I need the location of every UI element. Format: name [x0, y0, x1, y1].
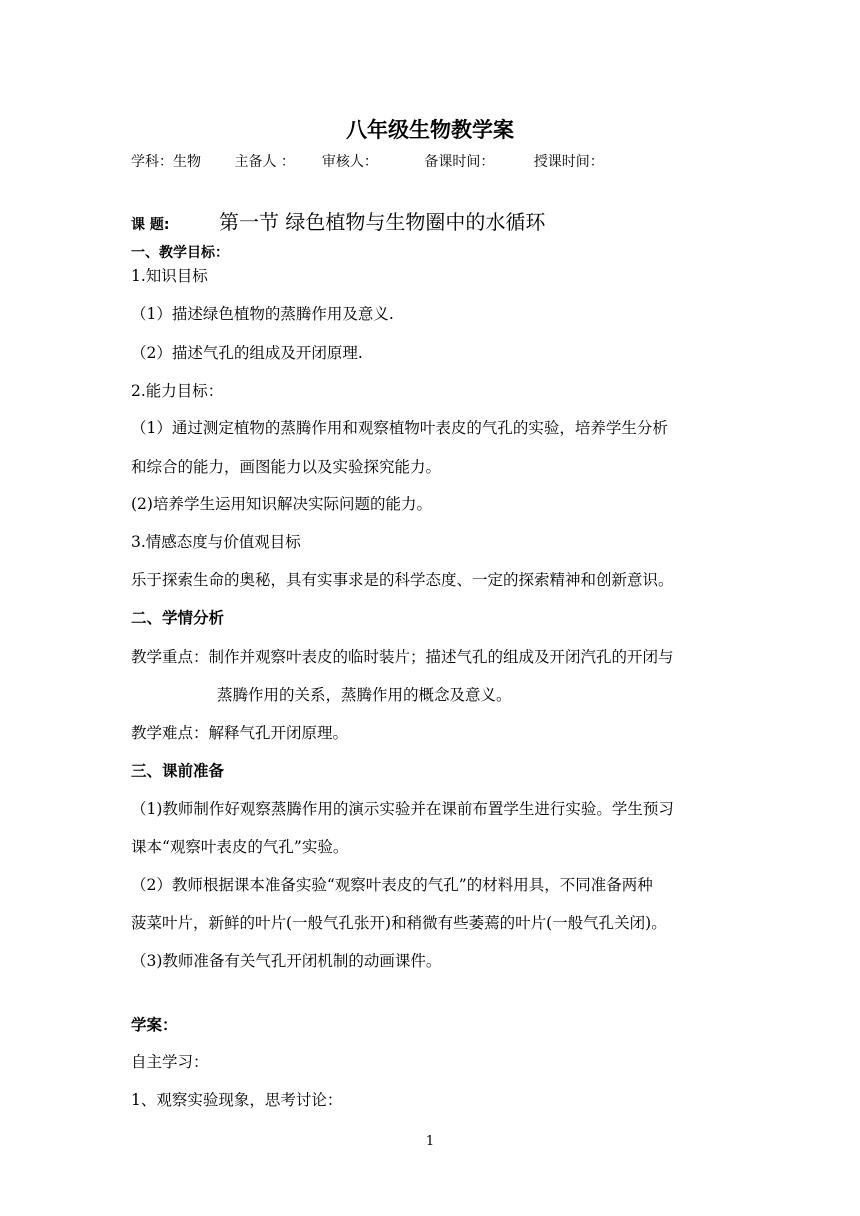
meta-teach-time: 授课时间： — [533, 154, 604, 170]
text-line: 教学重点：制作并观察叶表皮的临时装片；描述气孔的组成及开闭汽孔的开闭与 — [131, 648, 674, 666]
text-line: 菠菜叶片，新鲜的叶片(一般气孔张开)和稍微有些萎蔫的叶片(一般气孔关闭)。 — [131, 914, 667, 932]
section-heading-preparation: 三、课前准备 — [131, 762, 225, 780]
text-line: 1.知识目标 — [131, 267, 208, 285]
text-line: 课本“观察叶表皮的气孔”实验。 — [131, 838, 349, 856]
text-line: 1、观察实验现象，思考讨论： — [131, 1091, 343, 1109]
topic-label: 课 题: — [131, 217, 170, 233]
text-line: （2）描述气孔的组成及开闭原理. — [131, 344, 363, 362]
text-line: （1）通过测定植物的蒸腾作用和观察植物叶表皮的气孔的实验，培养学生分析 — [131, 419, 668, 437]
meta-reviewer: 审核人： — [321, 154, 378, 170]
section-heading-objectives: 一、教学目标： — [131, 245, 229, 261]
text-line: 蒸腾作用的关系，蒸腾作用的概念及意义。 — [217, 686, 512, 704]
page-number: 1 — [425, 1134, 435, 1149]
section-heading-analysis: 二、学情分析 — [131, 609, 225, 627]
text-line: 教学难点：解释气孔开闭原理。 — [131, 724, 349, 742]
text-line: （3)教师准备有关气孔开闭机制的动画课件。 — [131, 952, 442, 970]
meta-subject: 学科：生物 — [131, 154, 201, 170]
text-line: （1）描述绿色植物的蒸腾作用及意义. — [131, 305, 394, 323]
text-line: 乐于探索生命的奥秘，具有实事求是的科学态度、一定的探索精神和创新意识。 — [131, 571, 674, 589]
document-title: 八年级生物教学案 — [346, 118, 514, 142]
text-line: （2）教师根据课本准备实验“观察叶表皮的气孔”的材料用具，不同准备两种 — [131, 876, 653, 894]
meta-prep-time: 备课时间： — [424, 154, 495, 170]
section-heading-study-plan: 学案： — [131, 1016, 178, 1034]
text-line: 自主学习： — [131, 1053, 209, 1071]
text-line: （1)教师制作好观察蒸腾作用的演示实验并在课前布置学生进行实验。学生预习 — [131, 800, 674, 818]
text-line: (2)培养学生运用知识解决实际问题的能力。 — [131, 495, 432, 513]
topic-row — [131, 206, 545, 235]
text-line: 2.能力目标： — [131, 382, 224, 400]
text-line: 和综合的能力，画图能力以及实验探究能力。 — [131, 458, 442, 476]
text-line: 3.情感态度与价值观目标 — [131, 533, 301, 551]
topic-text: 第一节 绿色植物与生物圈中的水循环 — [219, 210, 546, 234]
meta-preparer: 主备人 ： — [234, 154, 295, 170]
meta-row — [131, 151, 604, 171]
